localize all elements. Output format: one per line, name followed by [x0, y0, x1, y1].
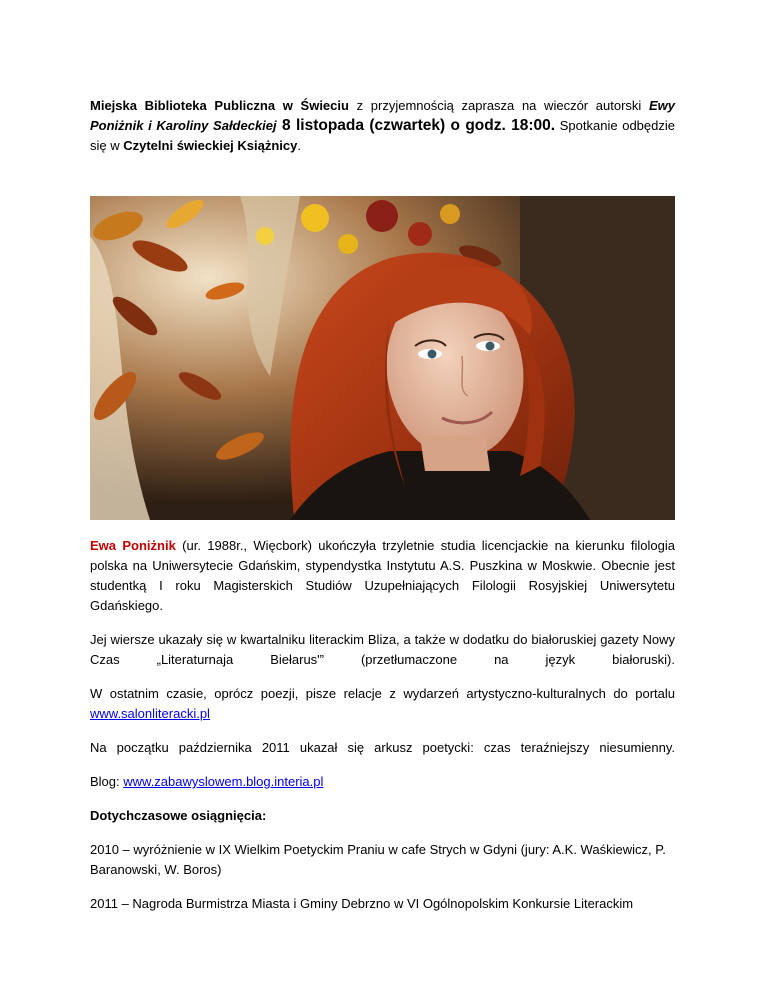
venue-name: Czytelni świeckiej Książnicy — [123, 138, 298, 153]
event-date: 8 listopada (czwartek) o godz. 18:00. — [276, 117, 556, 134]
poems-paragraph — [90, 630, 675, 670]
bio-paragraph — [90, 536, 675, 616]
blog-paragraph — [90, 772, 675, 792]
poems-line-2: Czas „Literaturnaja Biełarus'” (przetłumaczone na język białoruski). — [90, 652, 675, 667]
blog-link[interactable]: www.zabawyslowem.blog.interia.pl — [123, 774, 324, 789]
document-page — [90, 96, 675, 914]
authors-names: Ewy Poniżnik i Karoliny Sałdeckiej — [90, 98, 675, 133]
intro-paragraph: Miejska Biblioteka Publiczna w Świeciu z przyjemnością zaprasza na wieczór autorski Ewy Poniżnik i Karoliny Sałdeckiej 8 listopada (czwartek) o godz. 18:00. Spotkanie odbędzie się w Czytelni świeckiej Książnicy. — [90, 98, 675, 153]
arkusz-paragraph: Na początku października 2011 ukazał się arkusz poetycki: czas teraźniejszy niesumienny. — [90, 740, 675, 755]
author-name: Ewa Poniżnik — [90, 538, 176, 553]
portal-paragraph — [90, 684, 675, 724]
library-name: Miejska Biblioteka Publiczna w Świeciu — [90, 98, 349, 113]
achievement-item: 2011 – Nagroda Burmistrza Miasta i Gminy Debrzno w VI Ogólnopolskim Konkursie Literackim — [90, 896, 634, 911]
achievements-heading: Dotychczasowe osiągnięcia: — [90, 808, 267, 823]
meeting-text: Spotkanie odbędzie się w — [90, 118, 675, 153]
achievement-item: 2010 – wyróżnienie w IX Wielkim Poetyckim Praniu w cafe Strych w Gdyni (jury: A.K. Waśkiewicz, P. Baranowski, W. Boros) — [90, 842, 666, 877]
portal-link[interactable]: www.salonliteracki.pl — [90, 706, 210, 721]
author-photo — [90, 196, 675, 520]
poems-line-1: Jej wiersze ukazały się w kwartalniku literackim Bliza, a także w dodatku do białoruskiej gazety Nowy — [90, 632, 675, 647]
portal-text: W ostatnim czasie, oprócz poezji, pisze relacje z wydarzeń artystyczno-kulturalnych do portalu — [90, 686, 675, 701]
invite-text: z przyjemnością zaprasza na wieczór autorski — [348, 98, 649, 113]
bio-text: (ur. 1988r., Więcbork) ukończyła trzyletnie studia licencjackie na kierunku filologia polska na Uniwersytecie Gdańskim, stypendystka Instytutu A.S. Puszkina w Moskwie. Obecnie jest studentką I roku Magisterskich Studiów Uzupełniających Filologii Rosyjskiej Uniwersytetu Gdańskiego. — [90, 538, 675, 613]
blog-label: Blog: — [90, 774, 124, 789]
